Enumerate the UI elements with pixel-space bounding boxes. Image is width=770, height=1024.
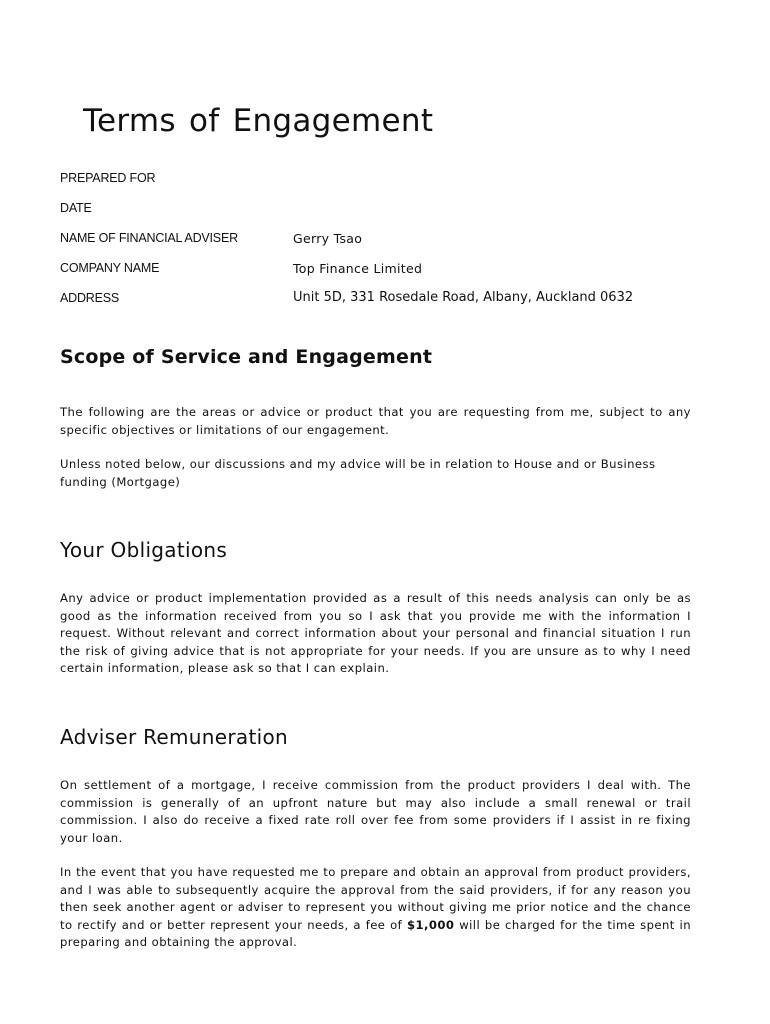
fee-text-after: will be charged for the time spent in preparing and obtaining the approval. <box>60 917 692 950</box>
prepared-for-label: PREPARED FOR <box>60 171 156 185</box>
address-label: ADDRESS <box>60 291 120 305</box>
fee-amount: $1,000 <box>406 917 455 932</box>
document-title: Terms of Engagement <box>83 103 434 139</box>
company-name-label: COMPANY NAME <box>60 261 160 275</box>
remuneration-paragraph-1: On settlement of a mortgage, I receive commission from the product providers I deal with. The commission is generally of an upfront nature but may also include a small renewal or trail commission. I also do receive a fixed rate roll over fee from some providers if I assist in re fixing your loan. <box>60 778 691 845</box>
scope-paragraph-2: Unless noted below, our discussions and my advice will be in relation to House and or Business funding (Mortgage) <box>60 457 656 489</box>
scope-heading: Scope of Service and Engagement <box>60 346 433 368</box>
remuneration-paragraph-2 <box>60 864 691 952</box>
adviser-name-label: NAME OF FINANCIAL ADVISER <box>60 231 238 245</box>
obligations-paragraph: Any advice or product implementation provided as a result of this needs analysis can only be as good as the information received from you so I ask that you provide me with the information I request. Without relevant and correct information about your personal and financial situation I run the risk of giving advice that is not appropriate for your needs. If you are unsure as to why I need certain information, please ask so that I can explain. <box>60 591 691 676</box>
adviser-name-value: Gerry Tsao <box>293 231 363 246</box>
obligations-heading: Your Obligations <box>60 538 228 562</box>
address-value: Unit 5D, 331 Rosedale Road, Albany, Auckland 0632 <box>293 290 634 305</box>
scope-paragraph-1: The following are the areas or advice or product that you are requesting from me, subject to any specific objectives or limitations of our engagement. <box>60 405 691 437</box>
fee-text-before: In the event that you have requested me to prepare and obtain an approval from product providers, and I was able to subsequently acquire the approval from the said providers, if for any reason you then seek another agent or adviser to represent you without giving me prior notice and the chance to rectify and or better represent your needs, a fee of <box>60 865 691 932</box>
remuneration-heading: Adviser Remuneration <box>60 725 288 749</box>
date-label: DATE <box>60 201 92 215</box>
company-name-value: Top Finance Limited <box>293 261 423 276</box>
